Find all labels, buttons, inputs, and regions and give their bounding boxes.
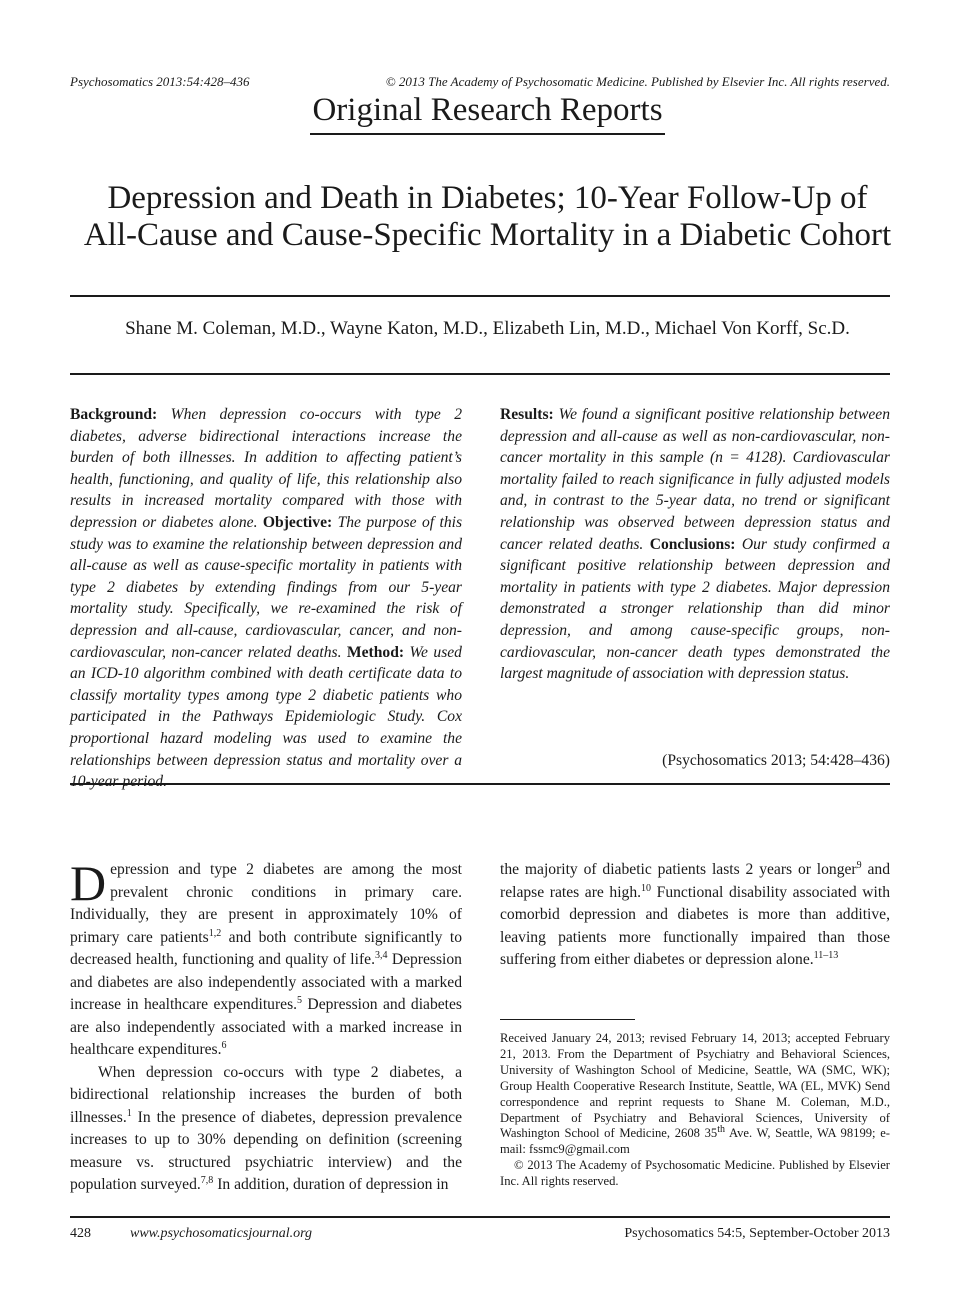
reference-link[interactable]: 9 xyxy=(856,859,862,871)
c2-text-a: the majority of diabetic patients lasts 2 years or longer xyxy=(500,861,857,878)
p2-text-b: In the presence of diabetes, depression prevalence increases to up to 30% depending on definition (screening measure vs. structured psychiatric interview) and the population surveyed. xyxy=(70,1108,462,1193)
reference-link[interactable]: 11–13 xyxy=(813,949,839,961)
background-label: Background: xyxy=(70,406,158,423)
p2-text-c: In addition, duration of depression in xyxy=(213,1176,449,1193)
footer-divider xyxy=(70,1216,890,1218)
method-text: We used an ICD-10 algorithm combined with death certificate data to classify mortality types among type 2 diabetic patients who participated in the Pathways Epidemiologic Study. Cox proportional hazard modeling was used to examine the relationships between depression status and mortality over a 10-year period. xyxy=(70,643,462,791)
received-text-a: Received January 24, 2013; revised February 14, 2013; accepted February 21, 2013. From the Department of Psychiatry and Behavioral Sciences, University of Washington School of Medicine, Seattle, WA (SMC, WK); Group Health Cooperative Research Institute, Seattle, WA (EL, MVK) Send correspondence and reprint requests to Shane M. Coleman, M.D., Department of Psychiatry and Behavioral Sciences, University of Washington School of Medicine, 2608 35 xyxy=(500,1031,890,1141)
article-title-line2: All-Cause and Cause-Specific Mortality in a Diabetic Cohort xyxy=(83,217,892,253)
received-footnote xyxy=(500,1031,890,1190)
author-list: Shane M. Coleman, M.D., Wayne Katon, M.D., Elizabeth Lin, M.D., Michael Von Korff, Sc.D. xyxy=(125,318,850,339)
abstract-column-1 xyxy=(70,404,462,793)
intro-paragraph-2-continued xyxy=(500,859,890,972)
results-label: Results: xyxy=(500,406,554,423)
intro-paragraph-1 xyxy=(70,855,462,1062)
conclusions-label: Conclusions: xyxy=(649,535,736,553)
received-text xyxy=(500,1031,890,1158)
footnote-copyright: © 2013 The Academy of Psychosomatic Medicine. Published by Elsevier Inc. All rights reserved. xyxy=(500,1158,890,1189)
intro-paragraph-2 xyxy=(70,1062,462,1197)
journal-url[interactable]: www.psychosomaticsjournal.org xyxy=(130,1226,313,1241)
abstract-citation: (Psychosomatics 2013; 54:428–436) xyxy=(662,752,890,769)
journal-reference: Psychosomatics 2013:54:428–436 xyxy=(70,74,250,89)
body-column-2 xyxy=(500,859,890,972)
reference-link[interactable]: 1 xyxy=(126,1107,132,1119)
article-title xyxy=(40,180,935,254)
results-text: We found a significant positive relationship between depression and all-cause as well as non-cardiovascular, non-cancer mortality in this sample (n = 4128). Cardiovascular mortality failed to reach significance in fully adjusted models and, in contrast to the 5-year data, no trend or significant relationship was observed between depression status and cancer related deaths. xyxy=(500,406,890,553)
c2-text-b: and relapse rates are high. xyxy=(500,861,890,901)
reference-link[interactable]: 5 xyxy=(297,994,303,1006)
p1-text-a: epression and type 2 diabetes are among the most prevalent chronic conditions in primary care. Individually, they are present in approximately 10% of primary care patients xyxy=(70,861,462,946)
body-column-1 xyxy=(70,855,462,1197)
reference-link[interactable]: 1,2 xyxy=(208,927,222,939)
abstract-bottom-divider xyxy=(70,783,890,785)
background-text: When depression co-occurs with type 2 diabetes, adverse bidirectional interactions increase the burden of both illnesses. In addition to affecting patient’s health, functioning, and quality of life, this relationship also results in increased mortality compared with those with depression or diabetes alone. xyxy=(70,406,462,531)
abstract-column-2 xyxy=(500,404,890,685)
received-text-b: Ave. W, Seattle, WA 98199; e-mail: xyxy=(500,1126,891,1157)
conclusions-text: Our study confirmed a significant positive relationship between depression and mortality in patients with type 2 diabetes. Major depression demonstrated a stronger relationship than did minor depression, and among cause-specific groups, non-cardiovascular, non-cancer death types demonstrated the largest magnitude of association with depression status. xyxy=(500,535,890,683)
page-number: 428 xyxy=(70,1226,91,1241)
footnote-divider xyxy=(500,1019,635,1020)
reference-link[interactable]: 3,4 xyxy=(374,949,388,961)
copyright-notice: © 2013 The Academy of Psychosomatic Medicine. Published by Elsevier Inc. All rights reserved. xyxy=(385,74,890,89)
method-label: Method: xyxy=(346,643,405,661)
ordinal-superscript: th xyxy=(717,1124,725,1136)
p2-text-a: When depression co-occurs with type 2 diabetes, a bidirectional relationship increases the burden of both illnesses. xyxy=(70,1063,462,1126)
section-heading xyxy=(0,92,975,135)
c2-text-c: Functional disability associated with comorbid depression and diabetes is more than additive, leaving patients more functionally impaired than those suffering from either diabetes or depression alone. xyxy=(500,883,890,968)
title-divider xyxy=(70,295,890,297)
email-link[interactable]: fssmc9@gmail.com xyxy=(529,1142,630,1157)
p1-text-b: and both contribute significantly to decreased health, functioning and quality of life. xyxy=(70,928,462,968)
reference-link[interactable]: 10 xyxy=(641,882,652,894)
objective-label: Objective: xyxy=(262,513,333,531)
reference-link[interactable]: 7,8 xyxy=(200,1174,214,1186)
objective-text: The purpose of this study was to examine the relationship between depression and all-cause as well as cause-specific mortality in patients with type 2 diabetes by extending findings from our 5-year mortality study. Specifically, we re-examined the risk of depression and all-cause, cardiovascular, cancer, and non-cardiovascular, non-cancer related deaths. xyxy=(70,513,463,661)
p1-text-d: Depression and diabetes are also independently associated with a marked increase in healthcare expenditures. xyxy=(70,996,462,1058)
abstract-top-divider xyxy=(70,373,890,375)
article-title-line1: Depression and Death in Diabetes; 10-Year Follow-Up of xyxy=(107,180,868,216)
drop-cap: D xyxy=(70,855,107,911)
section-heading-text: Original Research Reports xyxy=(310,92,664,135)
reference-link[interactable]: 6 xyxy=(221,1039,227,1051)
p1-text-c: Depression and diabetes are also independently associated with a marked increase in healthcare expenditures. xyxy=(70,951,462,1013)
journal-issue: Psychosomatics 54:5, September-October 2013 xyxy=(624,1226,890,1241)
